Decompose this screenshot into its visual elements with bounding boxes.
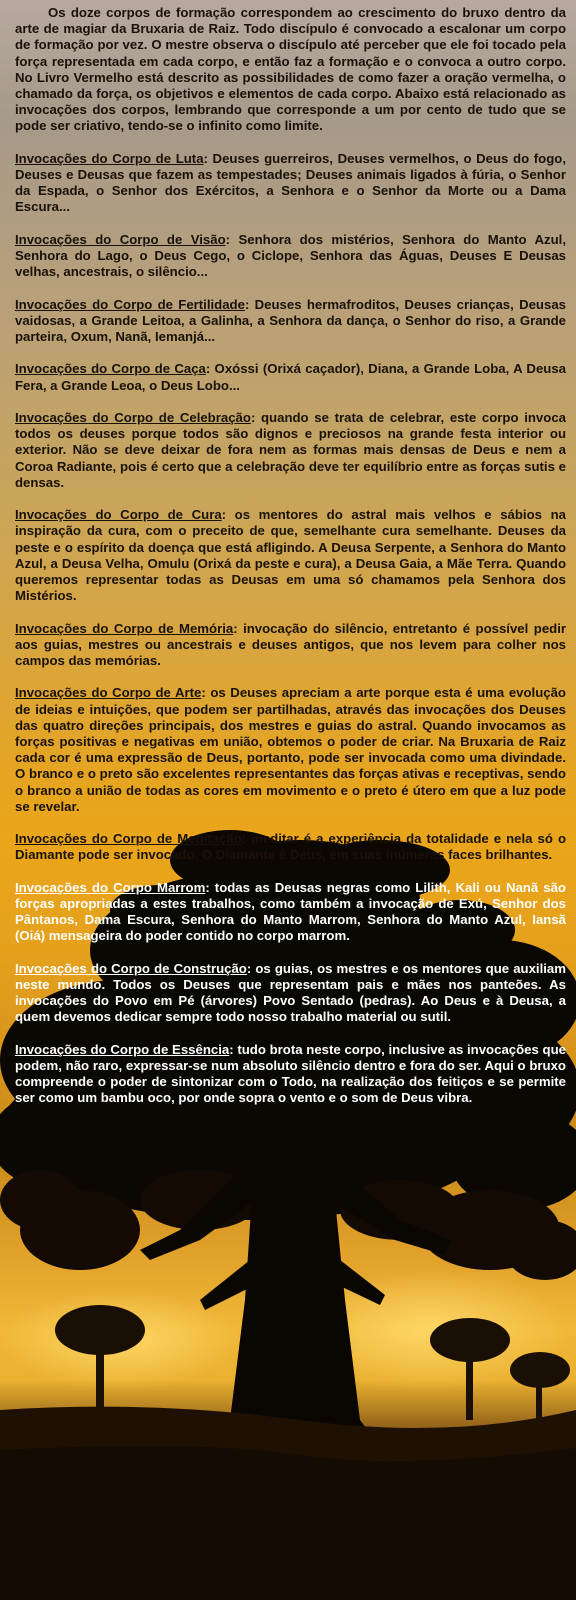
section-text: : Oxóssi (Orixá caçador), Diana, a Grande Loba, A Deusa Fera, a Grande Leoa, o Deus Lobo... [15, 361, 567, 393]
section-text: : Deuses guerreiros, Deuses vermelhos, o Deus do fogo, Deuses e Deusas que fazem as tempestades; Deuses animais ligados à fúria, o Senhor da Espada, o Senhor dos Exércitos, a Senhora e o Senhor da Morte ou a Dama Escura... [15, 150, 566, 215]
section-paragraph [15, 621, 566, 670]
section-heading: Invocações do Corpo de Meditação [15, 831, 242, 847]
section-heading: Invocações do Corpo de Essência [15, 1041, 230, 1057]
section-text: : os mentores do astral mais velhos e sábios na inspiração da cura, com o preceito de que, semelhante cura semelhante. Deuses da peste e o espírito da doença que está afligindo. A Deusa Serpente, a Senhora do Manto Azul, a Deusa Velha, Omulu (Orixá da peste e cura), a Deusa Gaia, a Mãe Terra. Quando queremos representar todas as Deusas em uma só chamamos pela Senhora dos Mistérios. [15, 507, 566, 604]
section-heading: Invocações do Corpo Marrom [15, 879, 206, 895]
section-heading: Invocações do Corpo de Visão [15, 231, 226, 247]
section-text: : invocação do silêncio, entretanto é possível pedir aos guias, mestres ou ancestrais e deuses antigos, que nos levem para colher nos campos das memórias. [15, 620, 567, 669]
section-paragraph [15, 831, 566, 863]
section-text: : tudo brota neste corpo, inclusive as invocações que podem, não raro, expressar-se num absoluto silêncio dentro e fora do ser. Aqui o bruxo compreende o poder de sintonizar com o Todo, na realização dos feitiços e se permite ser como um bambu oco, por onde sopra o vento e o som de Deus vibra. [15, 1041, 566, 1106]
article-body [15, 5, 566, 1123]
section-paragraph [15, 1042, 566, 1107]
section-paragraph [15, 232, 566, 281]
section-heading: Invocações do Corpo de Celebração [15, 410, 251, 425]
section-text: : os guias, os mestres e os mentores que auxiliam neste mundo. Todos os Deuses que representam pais e mães nos panteões. As invocações do Povo em Pé (árvores) Povo Sentado (pedras). Ao Deus e à Deusa, a quem devemos dedicar sempre todo nosso trabalho material ou sutil. [15, 960, 566, 1025]
section-text: : Senhora dos mistérios, Senhora do Manto Azul, Senhora do Lago, o Deus Cego, o Ciclope, Senhora das Águas, Deuses E Deusas velhas, ancestrais, o silêncio... [15, 231, 566, 280]
section-paragraph [15, 961, 566, 1026]
section-paragraph [15, 507, 566, 604]
section-paragraph [15, 685, 566, 815]
section-heading: Invocações do Corpo de Arte [15, 685, 202, 701]
section-heading: Invocações do Corpo de Memória [15, 620, 234, 636]
section-heading: Invocações do Corpo de Luta [15, 150, 204, 166]
section-text: : Deuses hermafroditos, Deuses crianças, Deusas vaidosas, a Grande Leitoa, a Galinha, a Senhora da dança, o Senhor do riso, a Grande parteira, Oxum, Nanã, Iemanjá... [15, 296, 566, 345]
section-text: : meditar é a experiência da totalidade e nela só o Diamante pode ser invocado. O Diamante é Deus, em suas inúmeras faces brilhantes. [15, 831, 566, 863]
section-paragraph [15, 151, 566, 216]
section-paragraph [15, 361, 566, 393]
section-text: : quando se trata de celebrar, este corpo invoca todos os deuses porque todos são dignos e preciosos na grande festa interior ou exterior. Não se deve deixar de fora nem as formas mais densas de Deus e nem a Coroa Radiante, pois é certo que a celebração deve ter equilíbrio entre as forças sutis e densas. [15, 410, 566, 490]
section-heading: Invocações do Corpo de Construção [15, 960, 247, 976]
section-heading: Invocações do Corpo de Caça [15, 361, 206, 377]
intro-paragraph: Os doze corpos de formação correspondem ao crescimento do bruxo dentro da arte de magiar da Bruxaria de Raiz. Todo discípulo é convocado a escalonar um corpo de formação por vez. O mestre observa o discípulo até perceber que ele foi tocado pela força representada em cada corpo, e então faz a formação e o convoca a outro corpo. No Livro Vermelho está descrito as possibilidades de como fazer a oração vermelha, o chamado da força, os objetivos e elementos de cada corpo. Abaixo está relacionado as invocações dos corpos, lembrando que corresponde a um por cento de tudo que se pode ser criativo, tendo-se o infinito como limite. [15, 5, 566, 134]
section-heading: Invocações do Corpo de Fertilidade [15, 296, 245, 312]
section-paragraph [15, 880, 566, 945]
section-paragraph [15, 410, 566, 491]
section-paragraph [15, 297, 566, 346]
section-text: : todas as Deusas negras como Lilith, Kali ou Nanã são forças apropriadas a estes trabalhos, como também a invocação de Exú, Senhor dos Pântanos, Dama Escura, Senhora do Manto Marrom, Senhora do Manto Azul, Iansã (Oiá) mensageira do poder contido no corpo marrom. [15, 879, 566, 944]
section-text: : os Deuses apreciam a arte porque esta é uma evolução de ideias e intuições, que podem ser partilhadas, através das invocações dos Deuses das quatro direções principais, dos mestres e guias do astral. Quando invocamos as forças positivas e negativas em união, obtemos o poder de criar. Na Bruxaria de Raiz cada cor é uma expressão de Deus, portanto, pode ser invocada como uma divindade. O branco e o preto são excelentes representantes das forças ativas e receptivas, sendo o branco a união de todas as cores em movimento e o preto é útero em que a luz pode se revelar. [15, 685, 566, 814]
section-heading: Invocações do Corpo de Cura [15, 507, 222, 523]
